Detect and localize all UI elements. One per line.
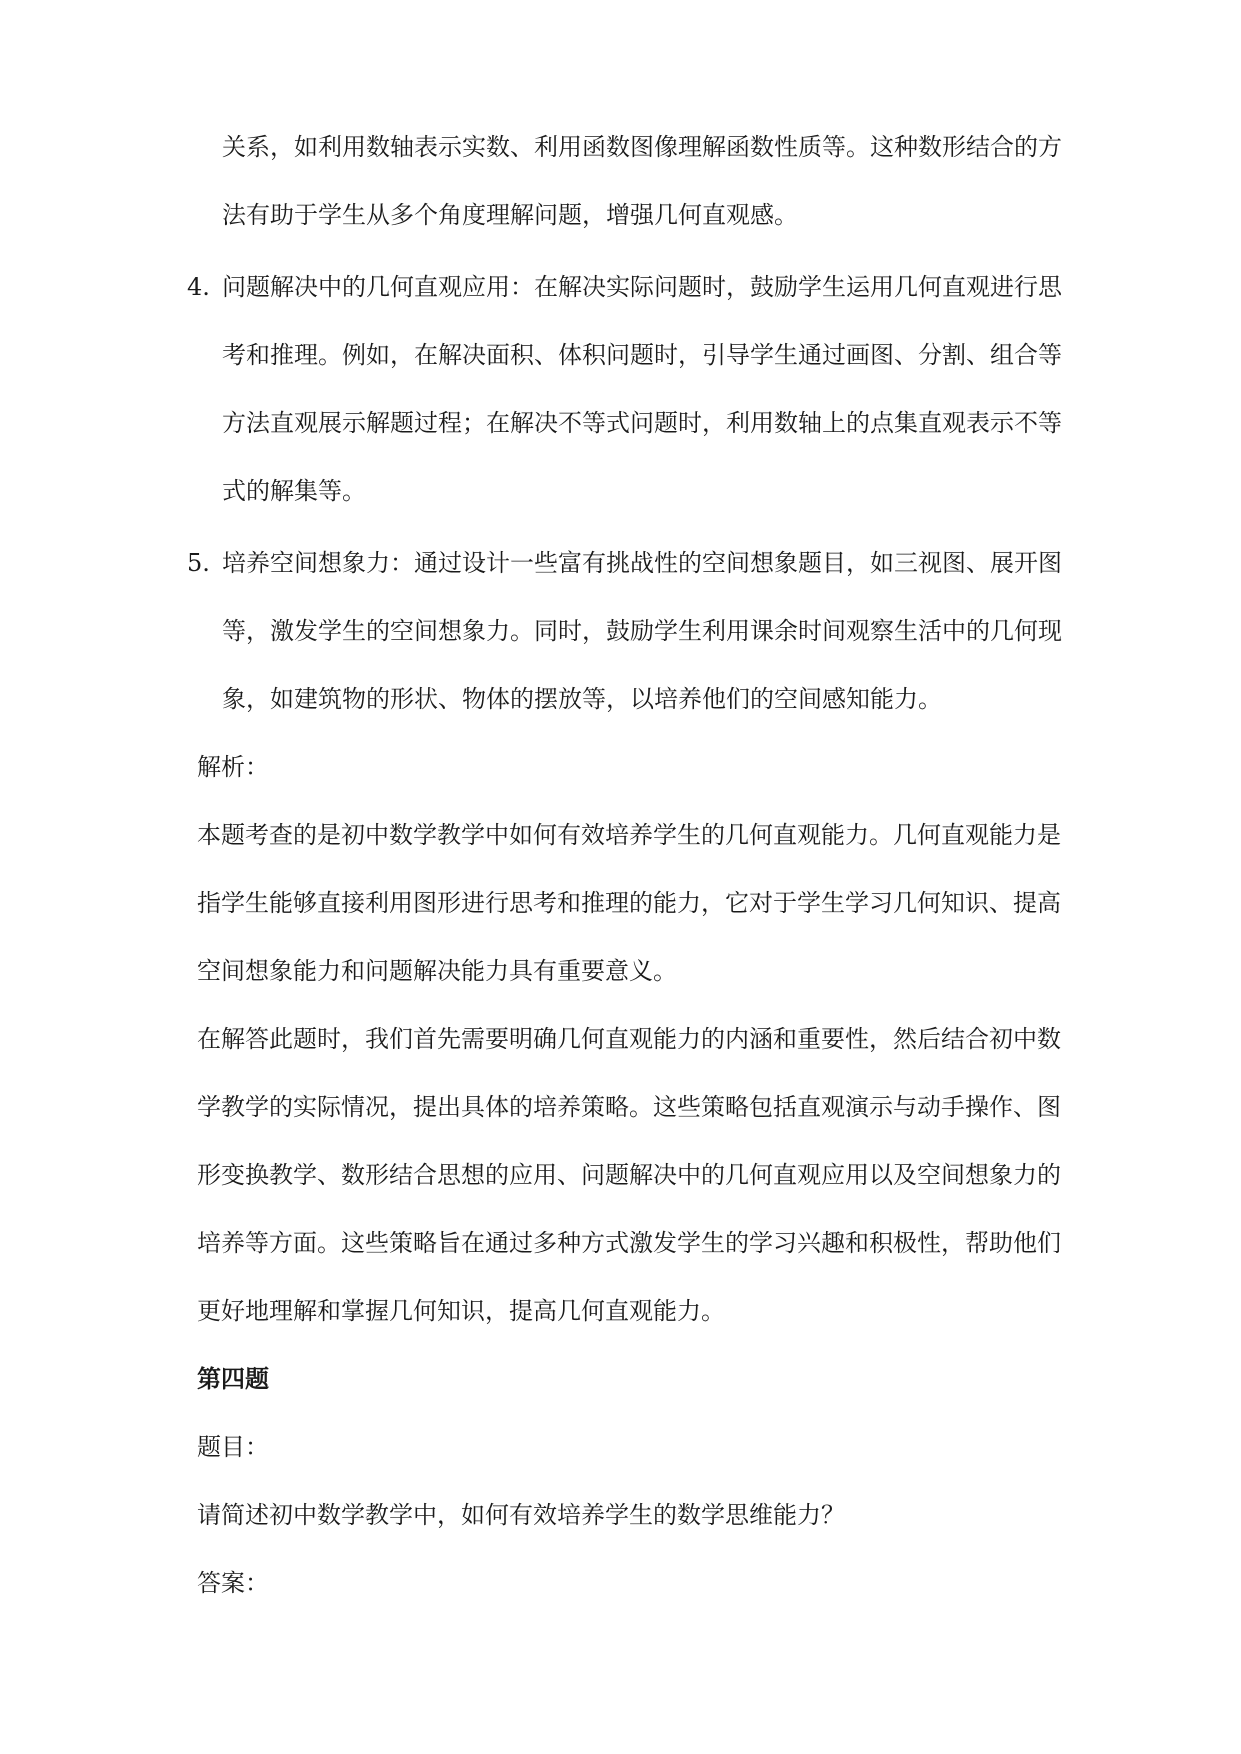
analysis-p1-line3: 空间想象能力和问题解决能力具有重要意义。 [197, 957, 677, 985]
item3-line1: 关系，如利用数轴表示实数、利用函数图像理解函数性质等。这种数形结合的方 [222, 133, 1062, 161]
item5-number: 5. [187, 549, 210, 577]
analysis-p2-line3: 形变换教学、数形结合思想的应用、问题解决中的几何直观应用以及空间想象力的 [197, 1161, 1061, 1189]
question4-title-label: 题目： [197, 1433, 269, 1461]
analysis-p1-line1: 本题考查的是初中数学教学中如何有效培养学生的几何直观能力。几何直观能力是 [197, 821, 1061, 849]
item4-line4: 式的解集等。 [222, 477, 366, 505]
analysis-p2-line5: 更好地理解和掌握几何知识，提高几何直观能力。 [197, 1297, 725, 1325]
item4-line1: 问题解决中的几何直观应用：在解决实际问题时，鼓励学生运用几何直观进行思 [222, 273, 1062, 301]
analysis-label: 解析： [197, 753, 269, 781]
question4-answer-label: 答案： [197, 1569, 269, 1597]
item4-line2: 考和推理。例如，在解决面积、体积问题时，引导学生通过画图、分割、组合等 [222, 341, 1062, 369]
analysis-p2-line1: 在解答此题时，我们首先需要明确几何直观能力的内涵和重要性，然后结合初中数 [197, 1025, 1061, 1053]
item5-line2: 等，激发学生的空间想象力。同时，鼓励学生利用课余时间观察生活中的几何现 [222, 617, 1062, 645]
analysis-p2-line4: 培养等方面。这些策略旨在通过多种方式激发学生的学习兴趣和积极性，帮助他们 [197, 1229, 1061, 1257]
item4-number: 4. [187, 273, 210, 301]
analysis-p2-line2: 学教学的实际情况，提出具体的培养策略。这些策略包括直观演示与动手操作、图 [197, 1093, 1061, 1121]
item3-line2: 法有助于学生从多个角度理解问题，增强几何直观感。 [222, 201, 798, 229]
item5-line1: 培养空间想象力：通过设计一些富有挑战性的空间想象题目，如三视图、展开图 [222, 549, 1062, 577]
question4-question: 请简述初中数学教学中，如何有效培养学生的数学思维能力？ [197, 1501, 845, 1529]
item5-line3: 象，如建筑物的形状、物体的摆放等，以培养他们的空间感知能力。 [222, 685, 942, 713]
question4-heading: 第四题 [197, 1364, 269, 1393]
analysis-p1-line2: 指学生能够直接利用图形进行思考和推理的能力，它对于学生学习几何知识、提高 [197, 889, 1061, 917]
item4-line3: 方法直观展示解题过程；在解决不等式问题时，利用数轴上的点集直观表示不等 [222, 409, 1062, 437]
